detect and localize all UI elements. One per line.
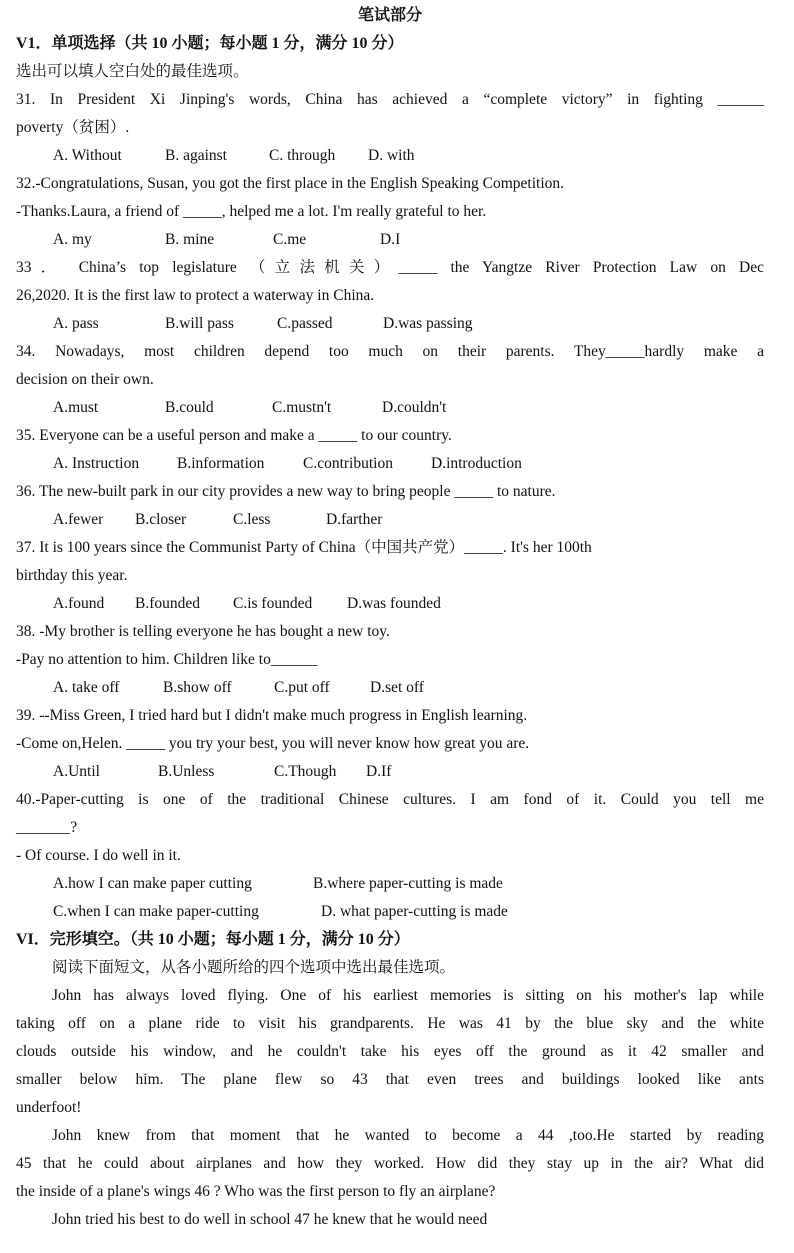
question-stem: -Pay no attention to him. Children like to______ — [16, 651, 318, 668]
passage-line: John knew from that moment that he wanted to become a 44 ,too.He started by reading — [52, 1127, 764, 1144]
option-d[interactable]: D. with — [368, 147, 415, 164]
passage-line: John tried his best to do well in school 47 he knew that he would need — [52, 1211, 488, 1228]
option-d[interactable]: D. what paper-cutting is made — [321, 903, 508, 920]
option-b[interactable]: B.information — [177, 455, 265, 472]
option-c[interactable]: C.less — [233, 511, 271, 528]
question-stem: 33． China’s top legislature （立法机关）_____ the Yangtze River Protection Law on Dec — [16, 259, 764, 276]
option-d[interactable]: D.If — [366, 763, 392, 780]
passage-line: 45 that he could about airplanes and how they worked. How did they stay up in the air? What did — [16, 1155, 764, 1172]
option-row — [16, 674, 764, 702]
option-b[interactable]: B.closer — [135, 511, 187, 528]
option-d[interactable]: D.set off — [370, 679, 424, 696]
question-stem: 35. Everyone can be a useful person and make a _____ to our country. — [16, 427, 452, 444]
option-c[interactable]: C.me — [273, 231, 307, 248]
option-b[interactable]: B. mine — [165, 231, 215, 248]
question-stem: 36. The new-built park in our city provides a new way to bring people _____ to nature. — [16, 483, 556, 500]
option-c[interactable]: C.contribution — [303, 455, 393, 472]
option-d[interactable]: D.was founded — [347, 595, 441, 612]
option-d[interactable]: D.introduction — [431, 455, 522, 472]
option-b[interactable]: B.show off — [163, 679, 232, 696]
option-row — [16, 450, 764, 478]
question-stem: - Of course. I do well in it. — [16, 847, 181, 864]
question-stem: -Thanks.Laura, a friend of _____, helped me a lot. I'm really grateful to her. — [16, 203, 487, 220]
question-stem: birthday this year. — [16, 567, 128, 584]
question-stem: 26,2020. It is the first law to protect a waterway in China. — [16, 287, 375, 304]
passage-line: smaller below him. The plane flew so 43 that even trees and buildings looked like ants — [16, 1071, 764, 1088]
passage-line: John has always loved flying. One of his earliest memories is sitting on his mother's lap while — [52, 987, 764, 1004]
option-b[interactable]: B.Unless — [158, 763, 215, 780]
option-c[interactable]: C.when I can make paper-cutting — [53, 903, 259, 920]
option-b[interactable]: B. against — [165, 147, 227, 164]
option-a[interactable]: A.how I can make paper cutting — [53, 875, 252, 892]
question-stem: _______? — [16, 819, 78, 836]
passage-line: underfoot! — [16, 1099, 82, 1116]
question-stem: 37. It is 100 years since the Communist Party of China（中国共产党）_____. It's her 100th — [16, 539, 592, 556]
option-d[interactable]: D.was passing — [383, 315, 473, 332]
option-a[interactable]: A.Until — [53, 763, 100, 780]
option-c[interactable]: C.mustn't — [272, 399, 332, 416]
option-b[interactable]: B.where paper-cutting is made — [313, 875, 503, 892]
option-row — [16, 226, 764, 254]
option-d[interactable]: D.I — [380, 231, 401, 248]
option-row — [16, 310, 764, 338]
option-c[interactable]: C.Though — [274, 763, 337, 780]
option-d[interactable]: D.farther — [326, 511, 383, 528]
passage-line: clouds outside his window, and he couldn't take his eyes off the ground as it 42 smaller and — [16, 1043, 764, 1060]
option-c[interactable]: C.passed — [277, 315, 333, 332]
question-stem: 31. In President Xi Jinping's words, China has achieved a “complete victory” in fighting ______ — [16, 91, 764, 108]
option-d[interactable]: D.couldn't — [382, 399, 447, 416]
option-a[interactable]: A. Without — [53, 147, 122, 164]
question-stem: 32.-Congratulations, Susan, you got the first place in the English Speaking Competition. — [16, 175, 565, 192]
option-row — [16, 142, 764, 170]
question-stem: poverty（贫困）. — [16, 119, 130, 136]
option-a[interactable]: A. take off — [53, 679, 120, 696]
passage-line: the inside of a plane's wings 46 ? Who was the first person to fly an airplane? — [16, 1183, 496, 1200]
option-row — [16, 758, 764, 786]
question-stem: 40.-Paper-cutting is one of the traditional Chinese cultures. I am fond of it. Could you tell me — [16, 791, 764, 808]
option-row — [16, 898, 764, 926]
option-b[interactable]: B.will pass — [165, 315, 234, 332]
question-stem: -Come on,Helen. _____ you try your best, you will never know how great you are. — [16, 735, 530, 752]
option-row — [16, 590, 764, 618]
option-a[interactable]: A.must — [53, 399, 99, 416]
section-instruction: 阅读下面短文，从各小题所给的四个选项中选出最佳选项。 — [52, 959, 456, 976]
option-row — [16, 394, 764, 422]
option-c[interactable]: C. through — [269, 147, 336, 164]
option-a[interactable]: A.found — [53, 595, 105, 612]
question-stem: decision on their own. — [16, 371, 154, 388]
option-b[interactable]: B.could — [165, 399, 214, 416]
passage-line: taking off on a plane ride to visit his grandparents. He was 41 by the blue sky and the white — [16, 1015, 764, 1032]
option-a[interactable]: A.fewer — [53, 511, 104, 528]
question-stem: 39. --Miss Green, I tried hard but I didn't make much progress in English learning. — [16, 707, 528, 724]
option-a[interactable]: A. pass — [53, 315, 99, 332]
option-row — [16, 506, 764, 534]
option-c[interactable]: C.put off — [274, 679, 330, 696]
question-stem: 38. -My brother is telling everyone he has bought a new toy. — [16, 623, 390, 640]
section-instruction: 选出可以填人空白处的最佳选项。 — [16, 63, 249, 80]
question-stem: 34. Nowadays, most children depend too much on their parents. They_____hardly make a — [16, 343, 764, 360]
page-title: 笔试部分 — [357, 7, 422, 24]
option-a[interactable]: A. Instruction — [53, 455, 140, 472]
section-heading: VI．完形填空。（共 10 小题；每小题 1 分，满分 10 分） — [16, 931, 410, 948]
section-heading: V1．单项选择（共 10 小题；每小题 1 分，满分 10 分） — [16, 35, 404, 52]
option-b[interactable]: B.founded — [135, 595, 201, 612]
option-a[interactable]: A. my — [53, 231, 92, 248]
option-row — [16, 870, 764, 898]
option-c[interactable]: C.is founded — [233, 595, 313, 612]
